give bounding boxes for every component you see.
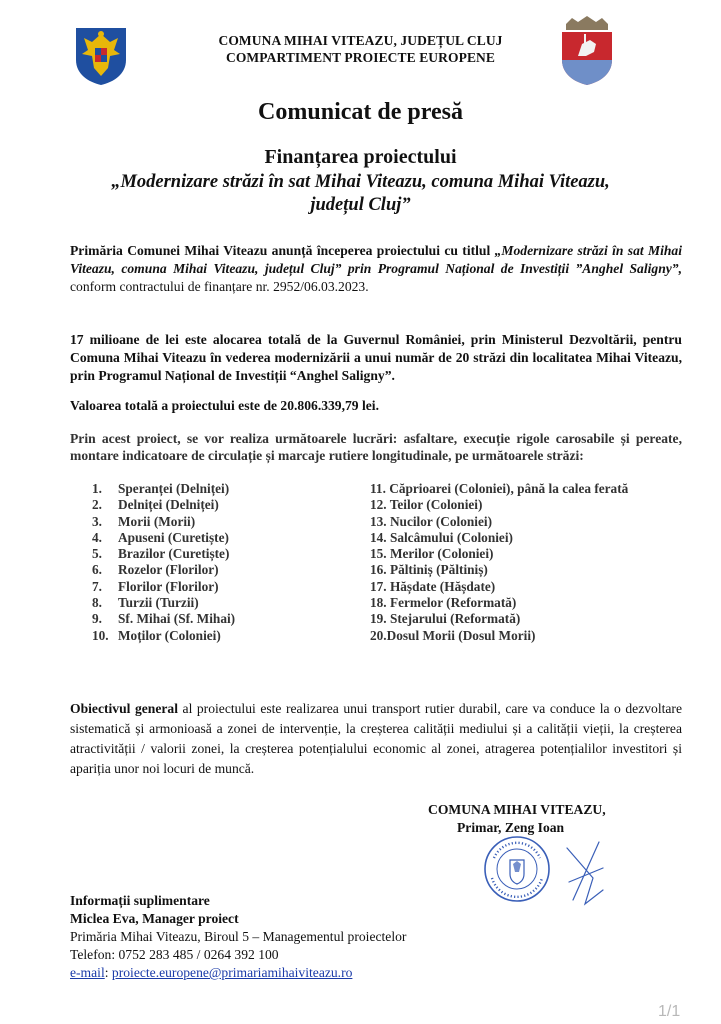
contact-email-line: e-mail: proiecte.europene@primariamihaiviteazu.ro: [70, 965, 353, 980]
list-item-number: 5.: [92, 546, 102, 562]
list-item: [92, 611, 235, 627]
subtitle-line-2: „Modernizare străzi în sat Mihai Viteazu, comuna Mihai Viteazu,: [111, 172, 610, 192]
list-item: [92, 562, 235, 578]
list-item: 18. Fermelor (Reformată): [370, 595, 517, 611]
signature-org: COMUNA MIHAI VITEAZU,: [428, 802, 606, 817]
list-item: 19. Stejarului (Reformată): [370, 611, 521, 627]
list-item-number: 1.: [92, 481, 102, 496]
intro-project-title: „Modernizare străzi în sat Mihai Viteazu, comuna Mihai Viteazu, județul Cluj” prin Programul Național de Investiții ”Anghel Saligny”,: [70, 243, 683, 276]
objective-paragraph: [70, 699, 682, 779]
list-item-number: 7.: [92, 578, 102, 594]
page-indicator: 1/1: [658, 1003, 681, 1020]
contact-office: Primăria Mihai Viteazu, Biroul 5 – Managementul proiectelor: [70, 929, 407, 944]
signature-role: Primar, Zeng Ioan: [457, 820, 565, 835]
header-department: COMPARTIMENT PROIECTE EUROPENE: [225, 50, 496, 65]
subtitle-line-3: județul Cluj”: [310, 195, 411, 215]
list-item: [92, 579, 235, 595]
list-item: [92, 546, 235, 562]
list-item: 20.Dosul Morii (Dosul Morii): [370, 627, 536, 643]
handwritten-signature: [563, 838, 609, 912]
list-item-name: Morii (Morii): [118, 513, 196, 529]
list-item: [92, 595, 235, 611]
intro-tail: conform contractului de finanțare nr. 2952/06.03.2023.: [70, 279, 369, 294]
list-item: [92, 628, 235, 644]
list-item-name: Speranței (Delniței): [118, 481, 230, 496]
list-item-name: Apuseni (Curetiște): [118, 529, 229, 545]
list-item-name: Moților (Coloniei): [118, 627, 221, 643]
list-item: [92, 530, 235, 546]
list-item-name: Turzii (Turzii): [118, 595, 199, 611]
intro-paragraph: [70, 242, 682, 296]
list-item-number: 9.: [92, 611, 102, 627]
list-item-number: 8.: [92, 595, 102, 611]
list-item: 11. Căprioarei (Coloniei), până la calea ferată: [370, 481, 629, 496]
list-item: 15. Merilor (Coloniei): [370, 546, 494, 562]
list-item: [92, 514, 235, 530]
list-item-number: 10.: [92, 627, 109, 643]
header-commune-name: COMUNA MIHAI VITEAZU, JUDEȚUL CLUJ: [218, 33, 503, 48]
subtitle-line-1: Finanțarea proiectului: [264, 146, 457, 168]
list-item-name: Delniței (Delniței): [118, 497, 219, 513]
list-item-name: Sf. Mihai (Sf. Mihai): [118, 611, 236, 627]
list-item-name: Florilor (Florilor): [118, 578, 219, 594]
objective-text: al proiectului este realizarea unui transport rutier durabil, care va conduce la o dezvoltare sistematică și armonioasă a zonei de intervenție, la creșterea calității mediului și a calității vieții, la creșterea atractivității / valorii zonei, la creșterea potențialului economic al zonei, atragerea potențialilor investitori și apariția unor noi locuri de muncă.: [70, 701, 682, 776]
page-title: Comunicat de presă: [258, 99, 463, 125]
contact-heading: Informații suplimentare: [70, 893, 210, 908]
list-item: 12. Teilor (Coloniei): [370, 497, 483, 513]
list-item-number: 4.: [92, 529, 102, 545]
list-item-name: Rozelor (Florilor): [118, 562, 219, 578]
list-item-number: 6.: [92, 562, 102, 578]
list-item: 14. Salcâmului (Coloniei): [370, 529, 513, 545]
streets-list-left: [92, 481, 235, 644]
works-paragraph: Prin acest proiect, se vor realiza următoarele lucrări: asfaltare, execuție rigole carosabile și pereate, montare indicatoare de circulație și marcaje rutiere longitudinale, pe următoarele străzi:: [70, 431, 682, 463]
intro-lead: Primăria Comunei Mihai Viteazu anunță începerea proiectului cu titlul: [70, 243, 495, 258]
official-stamp: [482, 834, 552, 909]
list-item: 17. Hășdate (Hășdate): [370, 578, 496, 594]
total-value: Valoarea totală a proiectului este de 20.806.339,79 lei.: [70, 398, 379, 413]
list-item-number: 3.: [92, 513, 102, 529]
email-link[interactable]: proiecte.europene@primariamihaiviteazu.ro: [111, 965, 353, 980]
contact-phone: Telefon: 0752 283 485 / 0264 392 100: [70, 947, 279, 962]
objective-label: Obiectivul general: [70, 701, 178, 716]
streets-list-right: [370, 481, 628, 644]
list-item-number: 2.: [92, 497, 102, 513]
list-item: 16. Păltiniș (Păltiniș): [370, 562, 488, 578]
list-item: [92, 481, 235, 497]
list-item-name: Brazilor (Curetiște): [118, 546, 230, 562]
list-item: 13. Nucilor (Coloniei): [370, 513, 493, 529]
funding-paragraph: 17 milioane de lei este alocarea totală de la Guvernul României, prin Ministerul Dezvoltării, pentru Comuna Mihai Viteazu în vederea modernizării a unui număr de 20 străzi din localitatea Mihai Viteazu, prin Programul Național de Investiții “Anghel Saligny”.: [70, 332, 682, 383]
email-label-link[interactable]: e-mail: [70, 965, 105, 980]
list-item: [92, 497, 235, 513]
contact-person: Miclea Eva, Manager proiect: [70, 911, 239, 926]
